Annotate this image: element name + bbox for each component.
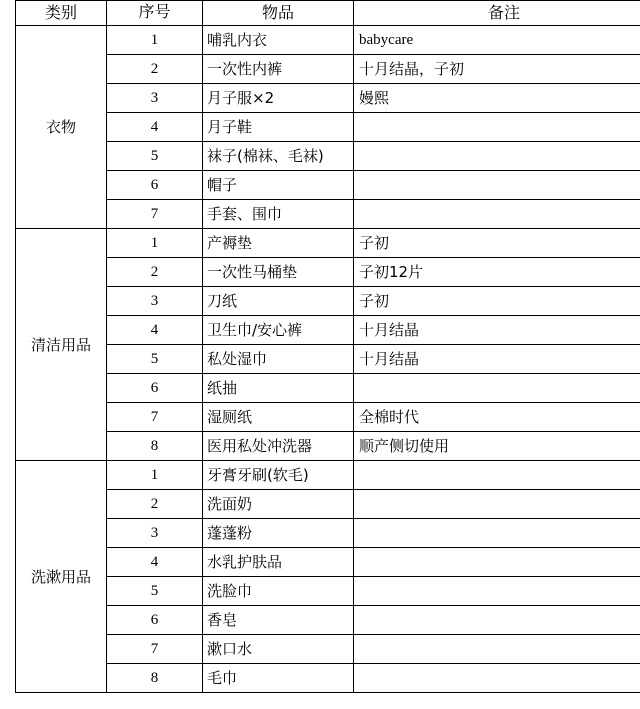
number-cell: 3 (107, 519, 203, 548)
header-note: 备注 (354, 1, 640, 26)
item-cell: 刀纸 (203, 287, 354, 316)
table-header (16, 1, 640, 26)
item-cell: 蓬蓬粉 (203, 519, 354, 548)
header-number: 序号 (107, 1, 203, 26)
note-cell: babycare (354, 26, 640, 55)
table-row (16, 200, 640, 229)
number-cell: 7 (107, 403, 203, 432)
note-cell (354, 577, 640, 606)
note-cell: 十月结晶 (354, 316, 640, 345)
number-cell: 7 (107, 200, 203, 229)
note-cell (354, 171, 640, 200)
number-cell: 6 (107, 171, 203, 200)
number-cell: 4 (107, 548, 203, 577)
item-cell: 卫生巾/安心裤 (203, 316, 354, 345)
supplies-table (15, 0, 640, 693)
header-row (16, 1, 640, 26)
table-row (16, 577, 640, 606)
item-cell: 哺乳内衣 (203, 26, 354, 55)
table-row (16, 287, 640, 316)
header-item: 物品 (203, 1, 354, 26)
table-row (16, 606, 640, 635)
number-cell: 2 (107, 258, 203, 287)
number-cell: 5 (107, 345, 203, 374)
note-cell: 子初12片 (354, 258, 640, 287)
header-category: 类别 (16, 1, 107, 26)
item-cell: 纸抽 (203, 374, 354, 403)
item-cell: 水乳护肤品 (203, 548, 354, 577)
item-cell: 袜子(棉袜、毛袜) (203, 142, 354, 171)
note-cell: 顺产侧切使用 (354, 432, 640, 461)
table-row (16, 548, 640, 577)
table-row (16, 403, 640, 432)
note-cell: 十月结晶 (354, 345, 640, 374)
number-cell: 1 (107, 26, 203, 55)
number-cell: 6 (107, 374, 203, 403)
table-row (16, 229, 640, 258)
table-row (16, 490, 640, 519)
category-cell: 清洁用品 (16, 229, 107, 461)
table-row (16, 84, 640, 113)
item-cell: 产褥垫 (203, 229, 354, 258)
note-cell (354, 606, 640, 635)
item-cell: 牙膏牙刷(软毛) (203, 461, 354, 490)
item-cell: 一次性马桶垫 (203, 258, 354, 287)
item-cell: 洗面奶 (203, 490, 354, 519)
category-cell: 衣物 (16, 26, 107, 229)
item-cell: 一次性内裤 (203, 55, 354, 84)
number-cell: 2 (107, 490, 203, 519)
table-row (16, 374, 640, 403)
number-cell: 1 (107, 229, 203, 258)
table-row (16, 345, 640, 374)
note-cell (354, 113, 640, 142)
item-cell: 月子服×2 (203, 84, 354, 113)
table-row (16, 113, 640, 142)
note-cell (354, 374, 640, 403)
table-row (16, 519, 640, 548)
note-cell (354, 519, 640, 548)
item-cell: 月子鞋 (203, 113, 354, 142)
item-cell: 漱口水 (203, 635, 354, 664)
item-cell: 毛巾 (203, 664, 354, 693)
item-cell: 帽子 (203, 171, 354, 200)
number-cell: 8 (107, 664, 203, 693)
table-row (16, 258, 640, 287)
number-cell: 5 (107, 142, 203, 171)
table-row (16, 316, 640, 345)
number-cell: 6 (107, 606, 203, 635)
note-cell: 全棉时代 (354, 403, 640, 432)
note-cell (354, 635, 640, 664)
note-cell: 嫚熙 (354, 84, 640, 113)
category-cell: 洗漱用品 (16, 461, 107, 693)
note-cell (354, 200, 640, 229)
number-cell: 7 (107, 635, 203, 664)
table-row (16, 664, 640, 693)
number-cell: 1 (107, 461, 203, 490)
checklist-sheet (15, 0, 640, 693)
note-cell (354, 548, 640, 577)
item-cell: 香皂 (203, 606, 354, 635)
item-cell: 手套、围巾 (203, 200, 354, 229)
number-cell: 3 (107, 287, 203, 316)
note-cell (354, 664, 640, 693)
number-cell: 8 (107, 432, 203, 461)
number-cell: 4 (107, 113, 203, 142)
note-cell: 子初 (354, 229, 640, 258)
note-cell: 子初 (354, 287, 640, 316)
number-cell: 2 (107, 55, 203, 84)
item-cell: 湿厕纸 (203, 403, 354, 432)
table-row (16, 171, 640, 200)
item-cell: 洗脸巾 (203, 577, 354, 606)
table-row (16, 432, 640, 461)
table-row (16, 142, 640, 171)
number-cell: 3 (107, 84, 203, 113)
table-row (16, 635, 640, 664)
table-row (16, 461, 640, 490)
table-row (16, 26, 640, 55)
note-cell (354, 142, 640, 171)
note-cell (354, 461, 640, 490)
table-body (16, 26, 640, 693)
table-row (16, 55, 640, 84)
note-cell (354, 490, 640, 519)
item-cell: 医用私处冲洗器 (203, 432, 354, 461)
note-cell: 十月结晶，子初 (354, 55, 640, 84)
item-cell: 私处湿巾 (203, 345, 354, 374)
number-cell: 5 (107, 577, 203, 606)
number-cell: 4 (107, 316, 203, 345)
